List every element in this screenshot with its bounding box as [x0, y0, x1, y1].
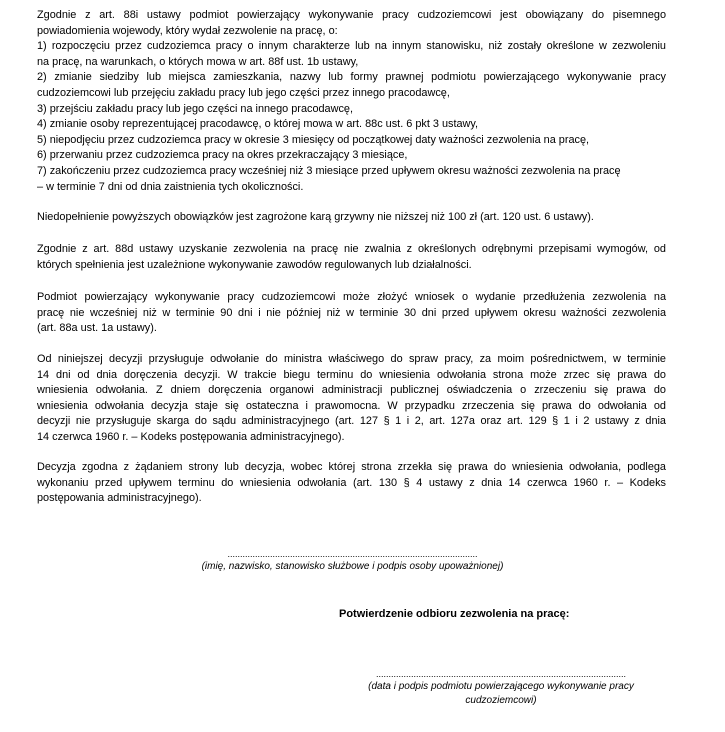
receipt-dotted-line: ....................................................................................................	[375, 669, 627, 679]
text-line: postępowania administracyjnego).	[37, 492, 202, 505]
signature-dotted-line: ....................................................................................................	[227, 549, 478, 559]
text-line: Podmiot powierzający wykonywanie pracy cudzoziemcowi może złożyć wniosek o wydanie przedłużenia zezwolenia na	[37, 291, 666, 303]
signature-caption: (imię, nazwisko, stanowisko służbowe i podpis osoby upoważnionej)	[201, 561, 504, 572]
text-line: 7) zakończeniu przez cudzoziemca pracy wcześniej niż 3 miesiące przed upływem okresu ważności zezwolenia na pracę	[37, 164, 621, 177]
text-line: 5) niepodjęciu przez cudzoziemca pracy w okresie 3 miesięcy od początkowej daty ważności zezwolenia na pracę,	[37, 133, 590, 146]
text-line: cudzoziemcowi lub przejęciu zakładu pracy lub jego części przez innego pracodawcę,	[37, 86, 450, 99]
text-line: – w terminie 7 dni od dnia zaistnienia tych okoliczności.	[37, 180, 304, 193]
receipt-confirmation-title: Potwierdzenie odbioru zezwolenia na pracę:	[339, 608, 570, 620]
paragraph-notification-obligations	[37, 8, 666, 195]
text-line: 14 dni od dnia doręczenia decyzji. W trakcie biegu terminu do wniesienia odwołania strona może zrzec się prawa do	[37, 368, 666, 381]
text-line: (art. 88a ust. 1a ustawy).	[37, 322, 157, 335]
text-line: powiadomienia wojewody, który wydał zezwolenie na pracę, o:	[37, 24, 338, 37]
text-line: na pracę, na warunkach, o których mowa w art. 88f ust. 1b ustawy,	[37, 55, 359, 68]
text-line: 1) rozpoczęciu przez cudzoziemca pracy o innym charakterze lub na innym stanowisku, niż zostały określone w zezwoleniu	[37, 40, 666, 53]
text-line: wykonaniu przed upływem terminu do wniesienia odwołania (art. 130 § 4 ustawy z dnia 14 czerwca 1960 r. – Kodeks	[37, 476, 666, 489]
text-line: wniesienia odwołania decyzja staje się ostateczna i prawomocna. W przypadku zrzeczenia się prawa do odwołania od	[37, 399, 666, 412]
text-line: pracę nie wcześniej niż w terminie 90 dni i nie później niż w terminie 30 dni przed upływem okresu ważności zezwolenia	[37, 306, 666, 319]
paragraph-penalty	[37, 210, 666, 226]
text-line: których spełnienia jest uzależnione wykonywanie zawodów regulowanych lub działalności.	[37, 258, 472, 271]
text-line: Zgodnie z art. 88d ustawy uzyskanie zezwolenia na pracę nie zwalnia z określonych odrębnymi przepisami wymogów, od	[37, 243, 666, 255]
text-line: 14 czerwca 1960 r. – Kodeks postępowania administracyjnego).	[37, 430, 345, 443]
receipt-caption-line2: cudzoziemcowi)	[465, 695, 537, 706]
paragraph-extension	[37, 290, 666, 337]
receipt-caption-line1: (data i podpis podmiotu powierzającego wykonywanie pracy	[368, 681, 634, 692]
paragraph-regulated-professions	[37, 242, 666, 273]
text-line: Decyzja zgodna z żądaniem strony lub decyzja, wobec której strona zrzekła się prawa do wniesienia odwołania, podlega	[37, 461, 666, 473]
receipt-signature-block	[338, 668, 664, 708]
text-line: 2) zmianie siedziby lub miejsca zamieszkania, nazwy lub formy prawnej podmiotu powierzającego wykonywanie pracy	[37, 71, 666, 84]
text-line: decyzji nie przysługuje skarga do sądu administracyjnego (art. 127 § 1 i 2, art. 127a oraz art. 129 § 1 i 2 ustawy z dnia	[37, 415, 666, 428]
text-line: Zgodnie z art. 88i ustawy podmiot powierzający wykonywanie pracy cudzoziemcowi jest obowiązany do pisemnego	[37, 9, 666, 21]
text-line: Od niniejszej decyzji przysługuje odwołanie do ministra właściwego do spraw pracy, za moim pośrednictwem, w terminie	[37, 353, 666, 365]
text-line: 4) zmianie osoby reprezentującej pracodawcę, o której mowa w art. 88c ust. 6 pkt 3 ustawy,	[37, 118, 479, 131]
text-line: wniesienia odwołania. Z dniem doręczenia organowi administracji publicznej oświadczenia o zrzeczeniu się prawa do	[37, 384, 666, 397]
paragraph-execution	[37, 460, 666, 507]
authorized-signature-block	[195, 548, 510, 574]
text-line: 3) przejściu zakładu pracy lub jego części na innego pracodawcę,	[37, 102, 354, 115]
text-line: Niedopełnienie powyższych obowiązków jest zagrożone karą grzywny nie niższej niż 100 zł (art. 120 ust. 6 ustawy).	[37, 211, 594, 223]
paragraph-appeal	[37, 352, 666, 446]
text-line: 6) przerwaniu przez cudzoziemca pracy na okres przekraczający 3 miesiące,	[37, 149, 408, 162]
